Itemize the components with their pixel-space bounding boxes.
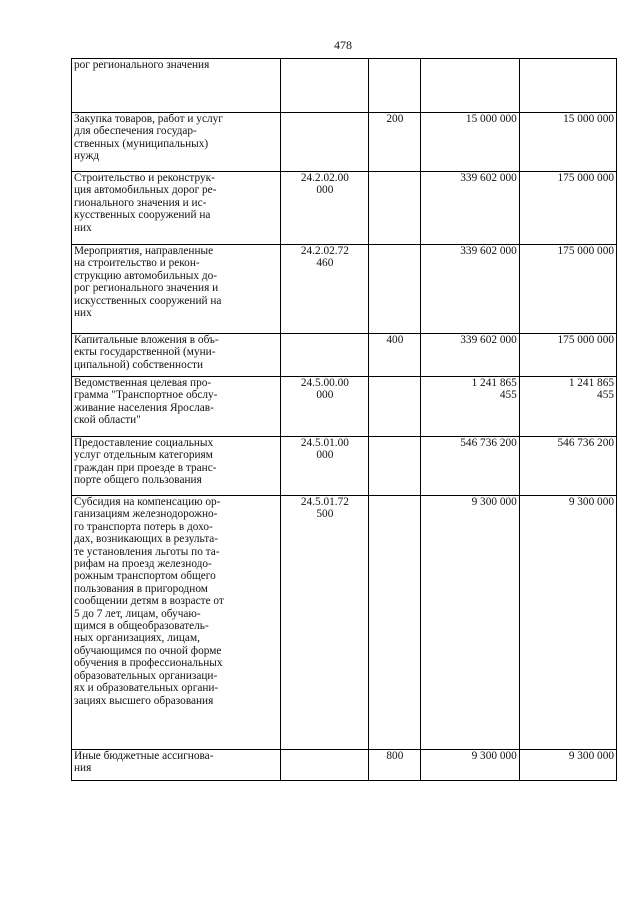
row-amount-year2: 9 300 000 — [519, 496, 616, 750]
row-amount-year2: 1 241 865 455 — [519, 377, 616, 437]
row-expense-type: 800 — [369, 750, 421, 781]
row-name: рог регионального значения — [72, 59, 281, 113]
table-row — [72, 750, 617, 781]
row-amount-year1: 9 300 000 — [421, 496, 519, 750]
row-target-code: 24.5.01.72 500 — [281, 496, 369, 750]
row-amount-year2: 175 000 000 — [519, 172, 616, 245]
table-row — [72, 496, 617, 750]
row-amount-year1: 339 602 000 — [421, 334, 519, 377]
row-name: Строительство и реконструк- ция автомобильных дорог ре- гионального значения и ис- кусственных сооружений на них — [72, 172, 281, 245]
table-row — [72, 334, 617, 377]
row-amount-year2: 9 300 000 — [519, 750, 616, 781]
table-row — [72, 245, 617, 334]
row-name: Капитальные вложения в объ- екты государственной (муни- ципальной) собственности — [72, 334, 281, 377]
table-row — [72, 172, 617, 245]
row-target-code: 24.2.02.72 460 — [281, 245, 369, 334]
row-amount-year2: 175 000 000 — [519, 334, 616, 377]
row-expense-type — [369, 245, 421, 334]
row-expense-type — [369, 496, 421, 750]
row-expense-type: 400 — [369, 334, 421, 377]
row-expense-type — [369, 172, 421, 245]
row-amount-year2: 546 736 200 — [519, 437, 616, 496]
row-expense-type: 200 — [369, 113, 421, 172]
row-name: Субсидия на компенсацию ор- ганизациям железнодорожно- го транспорта потерь в дохо- дах, возникающих в результа- те установления льготы по та- рифам на проезд железнодо- рожным транспортом общего пользования в пригородном сообщении детям в возрасте от 5 до 7 лет, лицам, обучаю- щимся в общеобразователь- ных организациях, лицам, обучающимся по очной форме обучения в профессиональных образовательных организаци- ях и образовательных органи- зациях высшего образования — [72, 496, 281, 750]
row-amount-year2 — [519, 59, 616, 113]
row-target-code: 24.5.00.00 000 — [281, 377, 369, 437]
row-amount-year1: 546 736 200 — [421, 437, 519, 496]
table-row — [72, 113, 617, 172]
row-target-code: 24.2.02.00 000 — [281, 172, 369, 245]
row-target-code: 24.5.01.00 000 — [281, 437, 369, 496]
row-expense-type — [369, 59, 421, 113]
row-amount-year1: 1 241 865 455 — [421, 377, 519, 437]
table-row — [72, 437, 617, 496]
row-name: Ведомственная целевая про- грамма "Транспортное обслу- живание населения Ярослав- ской области" — [72, 377, 281, 437]
row-expense-type — [369, 377, 421, 437]
row-amount-year1: 9 300 000 — [421, 750, 519, 781]
row-target-code — [281, 113, 369, 172]
budget-table — [71, 58, 617, 781]
row-amount-year1 — [421, 59, 519, 113]
row-target-code — [281, 334, 369, 377]
row-amount-year1: 15 000 000 — [421, 113, 519, 172]
row-amount-year2: 15 000 000 — [519, 113, 616, 172]
table-row — [72, 59, 617, 113]
row-amount-year1: 339 602 000 — [421, 245, 519, 334]
table-row — [72, 377, 617, 437]
row-target-code — [281, 750, 369, 781]
row-amount-year2: 175 000 000 — [519, 245, 616, 334]
row-target-code — [281, 59, 369, 113]
row-name: Закупка товаров, работ и услуг для обеспечения государ- ственных (муниципальных) нужд — [72, 113, 281, 172]
page-number: 478 — [334, 38, 352, 52]
row-name: Мероприятия, направленные на строительство и рекон- струкцию автомобильных до- рог регионального значения и искусственных сооружений на них — [72, 245, 281, 334]
row-amount-year1: 339 602 000 — [421, 172, 519, 245]
row-name: Предоставление социальных услуг отдельным категориям граждан при проезде в транс- порте общего пользования — [72, 437, 281, 496]
row-name: Иные бюджетные ассигнова- ния — [72, 750, 281, 781]
row-expense-type — [369, 437, 421, 496]
